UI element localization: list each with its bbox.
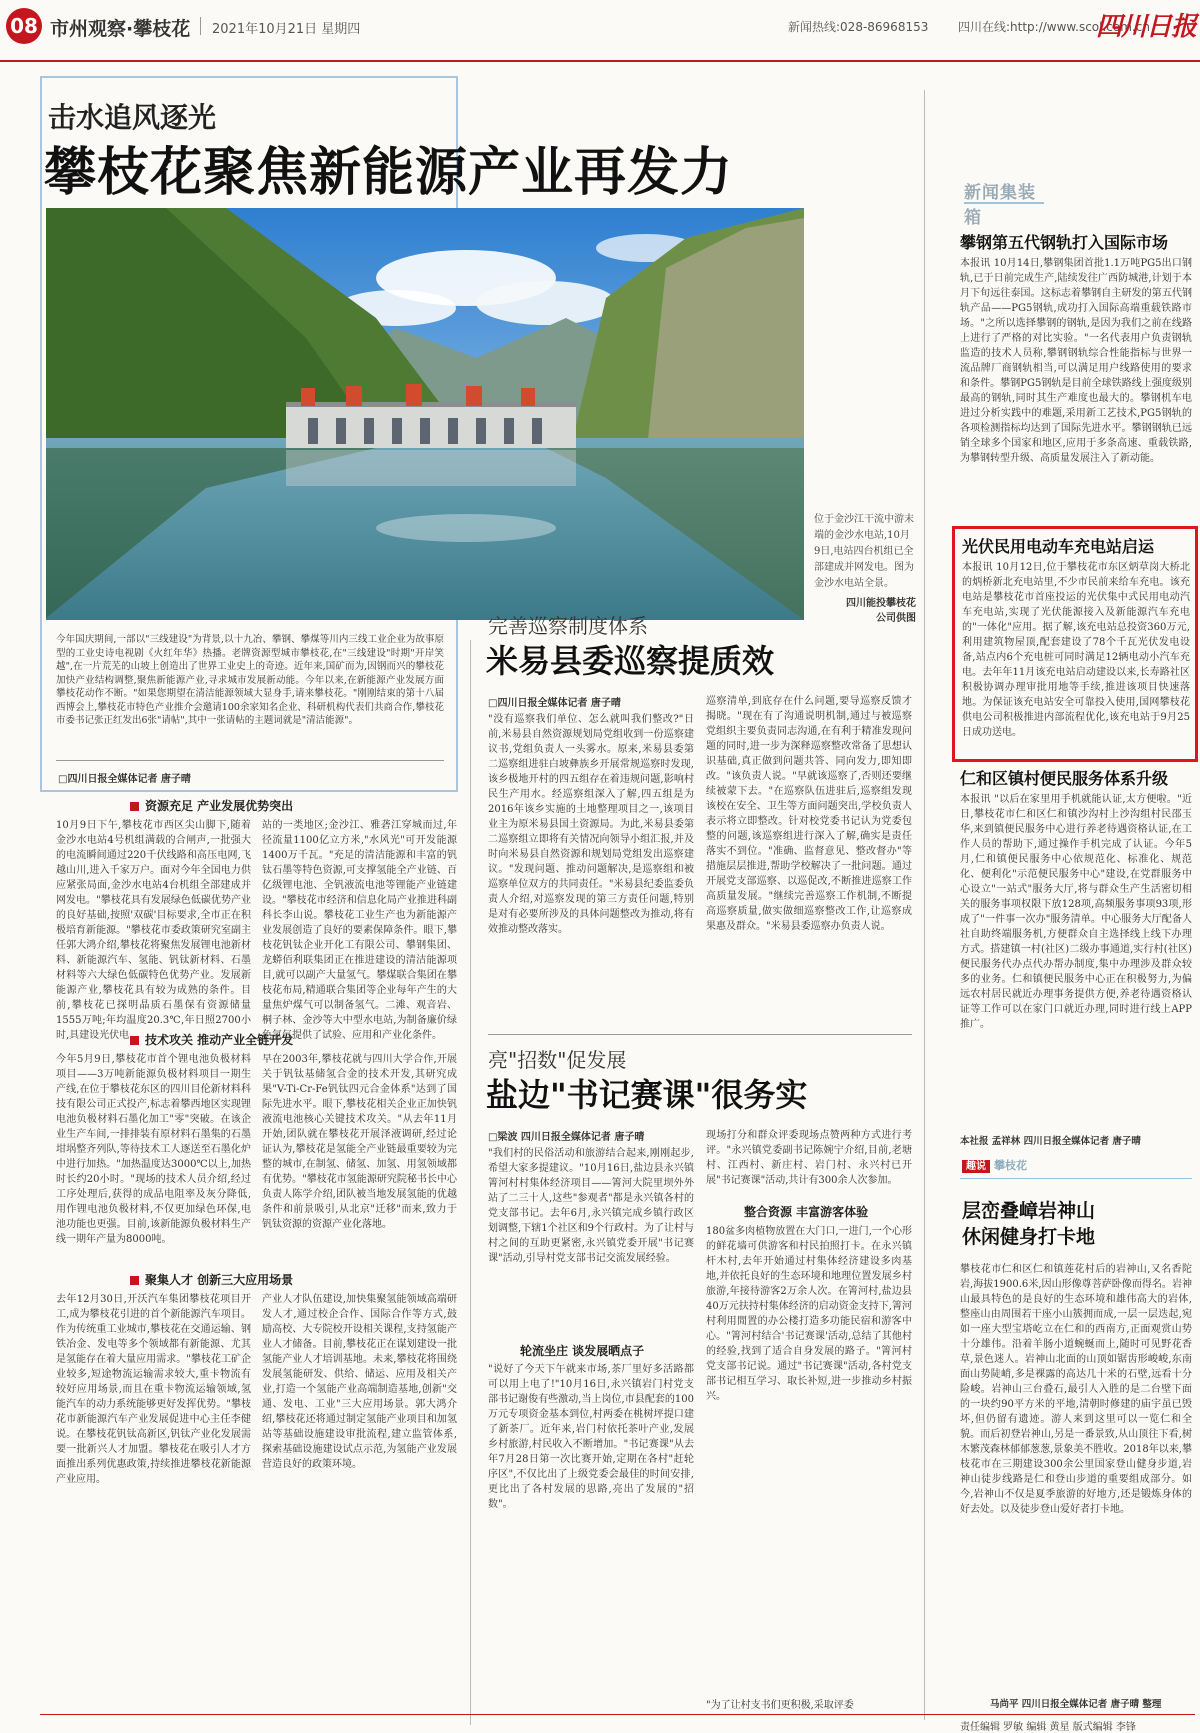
red-square-icon: [130, 802, 139, 811]
story3-column-b-tail: "为了让村支书们更积极,采取评委: [706, 1700, 854, 1711]
photo-credit: 四川能投攀枝花公司供图: [846, 598, 916, 624]
divider: [960, 1178, 1192, 1179]
story2-column-a: "没有巡察我们单位、怎么就叫我们整改?"日前,米易县自然资源规划局党组收到一份巡察建议书,党组负责人一头雾水。原来,米易县委第二巡察组进驻白坡彝族乡开展常规巡察时发现,该乡极地开村的四五组存在着违规问题,影响村民生产用水。经巡察组深入了解,四五组是为2016年该乡实施的土地整理项目之一,该项目业主为原米易县国土资源局。为此,米易县委第二巡察组立即将有关情况向领导小组汇报,并及时向米易县自然资源和规划局党组发出巡察建议。"发现问题、推动问题解决,是巡察组和被巡察单位双方的共同责任。"米易县纪委监委负责人介绍,对巡察发现的第三方责任问题,特别是对有必要所涉及的具体问题整改为推动,将有效推动整改落实。: [488, 714, 694, 935]
sec1-column-a: 10月9日下午,攀枝花市西区尖山脚下,随着金沙水电站4号机组满载的合闸声,一批强大的电流瞬间通过220千伏线路和高压电网,飞越山川,进入千家万户。面对今年全国电力供应紧张局面,金沙水电站4台机组全部建成并网发电。"攀枝花具有发展绿色低碳优势产业的良好基础,按照'双碳'目标要求,全市正在积极培育新能源。"攀枝花市委政策研究室副主任郭大鸿介绍,攀枝花将聚焦发展锂电池新材料、新能源汽车、氢能、钒钛新材料、石墨材料等六大绿色低碳特色优势产业。发展新能源产业,攀枝花具有较为成熟的条件。目前,攀枝花已探明晶质石墨保有资源储量1555万吨;年均温度20.3℃,年日照2700小时,具建设光伏电: [56, 820, 251, 1041]
masthead-divider: [200, 17, 201, 35]
sec2-column-b: 早在2003年,攀枝花就与四川大学合作,开展关于钒钛基储氢合金的技术开发,其研究成果"V-Ti-Cr-Fe钒钛四元合金体系"达到了国际先进水平。眼下,攀枝花相关企业正加快钒液流电池核心关键技术攻关。"从去年11月开始,团队就在攀枝花开展泽液调研,经过论证认为,攀枝花是氢能全产业链最重要较为完整的城市,在制氢、储氢、加氢、用氢领域都有优势。"攀枝花市氢能源研究院秘书长中心负责人陈学介绍,团队被当地发展氢能的优越条件和前景吸引,从北京"迁移"而来,致力于钒钛资源的资源产业化落地。: [262, 1054, 457, 1230]
section-heading-talent: 聚集人才 创新三大应用场景: [130, 1271, 293, 1288]
news-hotline: 新闻热线:028-86968153: [788, 20, 929, 34]
photo-illustration: [46, 208, 804, 620]
page-number-badge: 08: [6, 8, 42, 44]
story2-headline: 米易县委巡察提质效: [486, 642, 775, 680]
story3-column-a-cont: "说好了今天下午就来市场,茶厂里好多活路都可以用上电了!"10月16日,永兴镇岩门村党支部书记谢俊有些激动,当上岗位,市县配套的100万元专项资金基本到位,村两委在桃树坪提口建了新茶厂。近年来,岩门村依托茶叶产业,发展乡村旅游,村民收入不断增加。"书记赛课"从去年7月28日第一次比赛开始,定期在各村"赶轮序区",不仅比出了上级党委会最佳的时间安排,更比出了各村发展的思路,亮出了发展的"招数"。: [488, 1364, 694, 1510]
brief2-title: 光伏民用电动车充电站启运: [962, 537, 1155, 556]
lead-byline: □四川日报全媒体记者 唐子晴: [58, 774, 191, 785]
section-heading-resources: 资源充足 产业发展优势突出: [130, 797, 293, 814]
brief3-byline: 本社报 孟祥林 四川日报全媒体记者 唐子晴: [960, 1136, 1141, 1147]
issue-date: 2021年10月21日 星期四: [212, 22, 361, 37]
story2-column-b: 巡察清单,到底存在什么问题,要导巡察反馈才揭晓。"现在有了沟通说明机制,通过与被巡察党组织主要负责同志沟通,在有利于精准发现问题的同时,进一步为深释巡察整改常备了思想认识基础,真正做到问题共答、同向发力,即知即改。"该负责人说。"早就该巡察了,否则还要继续被蒙下去。"在巡察队伍进驻后,巡察组发现该校在安全、卫生等方面问题突出,学校负责人表示将立即整改。针对校党委书记认为党委包整的问题,该巡察组进行深入了解,确实是责任落实不到位。"准确、监督意见、整改督办"等措施层层推进,帮助学校解决了一批问题。通过开展党支部巡察、以巡促改,不断推进巡察工作高质量发展。"继续完善巡察工作机制,不断提高巡察质量,做实做细巡察整改工作,让巡察成果惠及群众。"米易县委巡察办负责人说。: [706, 696, 912, 932]
brief1-body: 本报讯 10月14日,攀钢集团首批1.1万吨PG5出口钢轨,已于日前完成生产,陆续发往广西防城港,计划于本月下旬远往泰国。这标志着攀钢自主研发的第五代钢轨产品——PG5钢轨,成功打入国际高端重载铁路市场。"之所以选择攀钢的钢轨,是因为我们之前在线路上进行了严格的对比实验。"一名代表用户负责钢轨监造的技术人员称,攀钢钢轨综合性能指标与世界一流品牌厂商钢轨相当,可以满足用户线路使用的要求和条件。攀钢PG5钢轨是目前全球铁路线上强度级别最高的钢轨,同时其生产难度也最大的。攀钢机车电进过分析实践中的难题,采用新工艺技术,PG5钢轨的各项检测指标均达到了国际先进水平。攀钢钢轨已远销全球多个国家和地区,应用于多条高速、重载铁路,为攀钢转型升级、高质量发展注入了新动能。: [960, 258, 1192, 464]
lead-intro: 今年国庆期间,一部以"三线建设"为背景,以十九冶、攀钢、攀煤等川内三线工业企业为故事原型的工业史诗电视剧《火红年华》热播。老牌资源型城市攀枝花,在"三线建设"时期"开岸笑越",在一片荒芜的山坡上创造出了世界工业史上的奇迹。近年来,国矿而为,因钢而兴的攀枝花加快产业结构调整,聚焦新能源产业,寻求城市发展新动能。今年以来,在新能源产业发展方面攀枝花动作不断。"如果您期望在清洁能源领域大显身手,请来攀枝花。"刚刚结束的第十八届西博会上,攀枝花市特色产业推介会邀请100余家知名企业、科研机构代表们共商合作,攀枝花市委书记张正红发出6张"请帖",其中一张请帖的主题词就是"清洁能源"。: [56, 634, 444, 726]
photo-caption: 位于金沙江干流中游末端的金沙水电站,10月9日,电站四台机组已全部建成并网发电。图为金沙水电站全景。: [814, 514, 914, 589]
divider: [56, 760, 444, 761]
brief2-body: 本报讯 10月12日,位于攀枝花市东区炳草岗大桥北的炳桥新北充电站里,不少市民前来给车充电。该充电站是攀枝花市首座投运的光伏集中式民用电动汽车充电站,实现了光伏能源接入及新能源汽车充电的"一体化"应用。据了解,该充电站总投资360万元,利用建筑物屋顶,配套建设了78个千瓦光伏发电设备,站点内6个充电桩可同时满足12辆电动小汽车充电。去年年11月该充电站启动建设以来,长寿路社区积极协调办理审批用地等手续,推进该项目快速落地。为保证该充电站安全可靠投入使用,国网攀枝花供电公司积极推进内部流程优化,该充电站于9月25日成功送电。: [962, 562, 1190, 738]
lead-kicker: 击水追风逐光: [48, 101, 217, 134]
story3-column-a: "我们村的民俗活动和旅游结合起来,刚刚起步,希望大家多提建议。"10月16日,盐边县永兴镇箐河村村集体经济项目——箐河大院里坝外外站了二三十人,这些"参观者"都是永兴镇各村的党支部书记。去年6月,永兴镇完成乡镇行政区划调整,下辖1个社区和9个行政村。为了让村与村之间的互助更紧密,永兴镇党委开展"书记赛课"活动,引导村党支部书记交流发展经验。: [488, 1148, 694, 1264]
red-square-icon: [130, 1036, 139, 1045]
news-brief-tag: 新闻集装箱: [964, 178, 1044, 204]
feature-tag: 趣说 攀枝花: [962, 1157, 1062, 1175]
newspaper-logo: 四川日报: [1096, 12, 1197, 42]
column-divider: [470, 640, 471, 1725]
sec2-column-a: 今年5月9日,攀枝花市首个锂电池负极材料项目——3万吨新能源负极材料项目一期生产线,在位于攀枝花东区的四川目伦新材料科技有限公司正式投产,标志着攀西地区实现锂电池负极材料石墨化加工"零"突破。在该企业生产车间,一排排装有原材料石墨集的石墨坩埚整齐列队,等待技术工人逐送至石墨化炉中进行加热。"加热温度达3000℃以上,加热时长约20小时。"现场的技术人员介绍,经过工序处理后,获得的成品电阻率及灰分降低,用作锂电池负极材料,不仅更加绿色环保,电池功能也更强。目前,该新能源负极材料生产线一期年产量为8000吨。: [56, 1054, 251, 1245]
story3-kicker: 亮"招数"促发展: [488, 1048, 627, 1072]
red-square-icon: [130, 1276, 139, 1285]
feature-title-line2: 休闲健身打卡地: [962, 1226, 1096, 1248]
lead-headline: 攀枝花聚焦新能源产业再发力: [44, 143, 734, 203]
section-title: 市州观察·攀枝花: [50, 18, 191, 40]
feature-byline: 马尚平 四川日报全媒体记者 唐子晴 整理: [990, 1699, 1162, 1710]
divider: [488, 1034, 912, 1035]
footer-rule: [40, 1714, 1195, 1715]
story3-subheading-rotation: 轮流坐庄 谈发展晒点子: [520, 1344, 645, 1358]
story3-subheading-resources: 整合资源 丰富游客体验: [744, 1205, 869, 1219]
feature-body: 攀枝花市仁和区仁和镇莲花村后的岩神山,又名香陀岩,海拔1900.6米,因山形像尊菩萨卧像而得名。岩神山最具特色的是良好的生态环境和雄伟高大的岩体,整座山由周围若干座小山簇拥而成,一层一层迭起,宛如一座大型宝塔屹立在仁和的西南方,正面观赏山势十分雄伟。沿着羊肠小道蜿蜒而上,随时可见野花香草,景色迷人。岩神山北面的山顶如锯齿形峻峻,东南面山势陡峭,多是裸露的高达几十米的石壁,远看十分险峻。岩神山三台叠石,最引人入胜的是二台壁下面的一块约90平方米的平地,清朝时修建的庙宇虽已毁坏,但仍留有遗迹。游人来到这里可以一览仁和全貌。而后初登岩神山,另是一番景致,从山顶往下看,树木繁茂森林郁郁葱葱,景象美不胜收。2018年以来,攀枝花市在三期建设300余公里国家登山健身步道,岩神山徒步线路是仁和登山步道的重要组成部分。如今,岩神山不仅是夏季旅游的好地方,还是锻炼身体的好去处。以及徒步登山爱好者打卡地。: [960, 1264, 1192, 1515]
editor-credits: 责任编辑 罗敏 编辑 黄星 版式编辑 李锋: [960, 1722, 1136, 1733]
section-heading-technology: 技术攻关 推动产业全链开发: [130, 1031, 293, 1048]
story3-column-b: 现场打分和群众评委现场点赞两种方式进行考评。"永兴镇党委副书记陈婉宁介绍,目前,老塘村、江西村、新庄村、岩门村、永兴村已开展"书记赛课"活动,共计有300余人次参加。: [706, 1130, 912, 1186]
brief1-title: 攀钢第五代钢轨打入国际市场: [960, 233, 1169, 252]
column-divider: [924, 90, 925, 1720]
story2-kicker: 完善巡察制度体系: [488, 614, 648, 638]
story3-headline: 盐边"书记赛课"很务实: [486, 1076, 808, 1114]
story2-byline: □四川日报全媒体记者 唐子晴: [488, 698, 621, 709]
story3-byline: □梁波 四川日报全媒体记者 唐子晴: [488, 1132, 645, 1143]
brief3-title: 仁和区镇村便民服务体系升级: [960, 769, 1169, 788]
story3-column-b-cont: 180盆多肉植物放置在大门口,一进门,一个心形的鲜花墙可供游客和村民拍照打卡。在永兴镇杆木村,去年开始通过村集体经济建设多肉基地,并依托良好的生态环境和地理位置发展乡村旅游,年接待游客2万余人次。在箐河村,盐边县40万元扶持村集体经济的启动资金支持下,箐河村利用閒置的办公楼打造多功能民宿和游客中心。"箐河村结合'书记赛课'活动,总结了其他村的经验,找到了适合自身发展的路子。"箐河村党支部书记说。通过"书记赛课"活动,各村党支部书记相互学习、取长补短,进一步推动乡村振兴。: [706, 1226, 912, 1402]
sec3-column-a: 去年12月30日,开沃汽车集团攀枝花项目开工,成为攀枝花引进的首个新能源汽车项目。作为传统重工业城市,攀枝花在交通运输、钢铁冶金、发电等多个领域都有新能源、尤其是氢能存在着大量应用需求。"攀枝花工矿企业较多,短途物流运输需求较大,重卡物流有较好应用场景,而且在重卡物流运输领域,氢能汽车的动力系统能够更好发挥优势。"攀枝花市新能源汽车产业发展促进中心主任李健说。在攀枝花钒钛高新区,钒钛产业化发展需要一批新兴人才加盟。攀枝花在吸引人才方面推出系列优惠政策,持续推进攀枝花新能源产业应用。: [56, 1294, 251, 1485]
website-link[interactable]: 四川在线:http://www.scol.com.cn: [958, 20, 1150, 34]
sec3-column-b: 产业人才队伍建设,加快集聚氢能领域高端研发人才,通过校企合作、国际合作等方式,鼓励高校、大专院校开设相关课程,支持氢能产业人才储备。目前,攀枝花正在谋划建设一批氢能产业人才培训基地。未来,攀枝花将围绕发展氢能研发、供给、储运、应用及相关产业,打造一个氢能产业高端制造基地,创新"交通、发电、工业"三大应用场景。郭大鸿介绍,攀枝花还将通过制定氢能产业项目和加氢站等基础设施建设审批流程,建立监管体系,探索基础设施建设试点示范,为氢能产业发展营造良好的政策环境。: [262, 1294, 457, 1470]
sec1-column-b: 站的一类地区;金沙江、雅砻江穿城而过,年径流量1100亿立方米,"水风光"可开发能源1400万千瓦。"充足的清洁能源和丰富的钒钛石墨等特色资源,可支撑氢能全产业链、百亿级锂电池、全钒液流电池等锂能产业链建设。"攀枝花市经济和信息化局产业推进科副科长李山说。攀枝花工业生产也为新能源产业发展创造了良好的要素保障条件。眼下,攀枝花钒钛企业开化工有限公司、攀钢集团、龙蟒佰利联集团正在推进建设的清洁能源项目,就可以副产大量氢气。攀煤联合集团在攀枝花布局,精通联合集团等企业每年产生的大量焦炉煤气可以制备氢气。二滩、观音岩、桐子林、金沙等大中型水电站,为制备廉价绿色氢气提供了试验、应用和产业化条件。: [262, 820, 457, 1041]
feature-title-line1: 层峦叠嶂岩神山: [962, 1200, 1096, 1222]
brief3-body: 本报讯 "以后在家里用手机就能认证,太方便啦。"近日,攀枝花市仁和区仁和镇沙沟村上沙沟组村民邵玉华,来到镇便民服务中心进行养老待遇资格认证,在工作人员的帮助下,通过操作手机完成了认证。今年5月,仁和镇便民服务中心依规范化、标准化、规范化、便利化"示范便民服务中心"建设,在党群服务中心设立"一站式"服务大厅,将与群众生产生活密切相关的服务事项权限下放128项,高频服务事项93项,形成了"一件事一次办"服务清单。中心服务大厅配备人社自助终端服务机,方便群众自主选择线上线下办理方式。搭建镇一村(社区)二级办事通道,实行村(社区)便民服务代办点代办帮办制度,集中办理涉及群众较多的业务。仁和镇便民服务中心正在积极努力,为偏远农村居民就近办理事务提供方便,养老待遇资格认证等工作可以在家门口就近办理,同时进行线上APP推广。: [960, 794, 1192, 1030]
hydropower-station-photo: [46, 208, 804, 620]
